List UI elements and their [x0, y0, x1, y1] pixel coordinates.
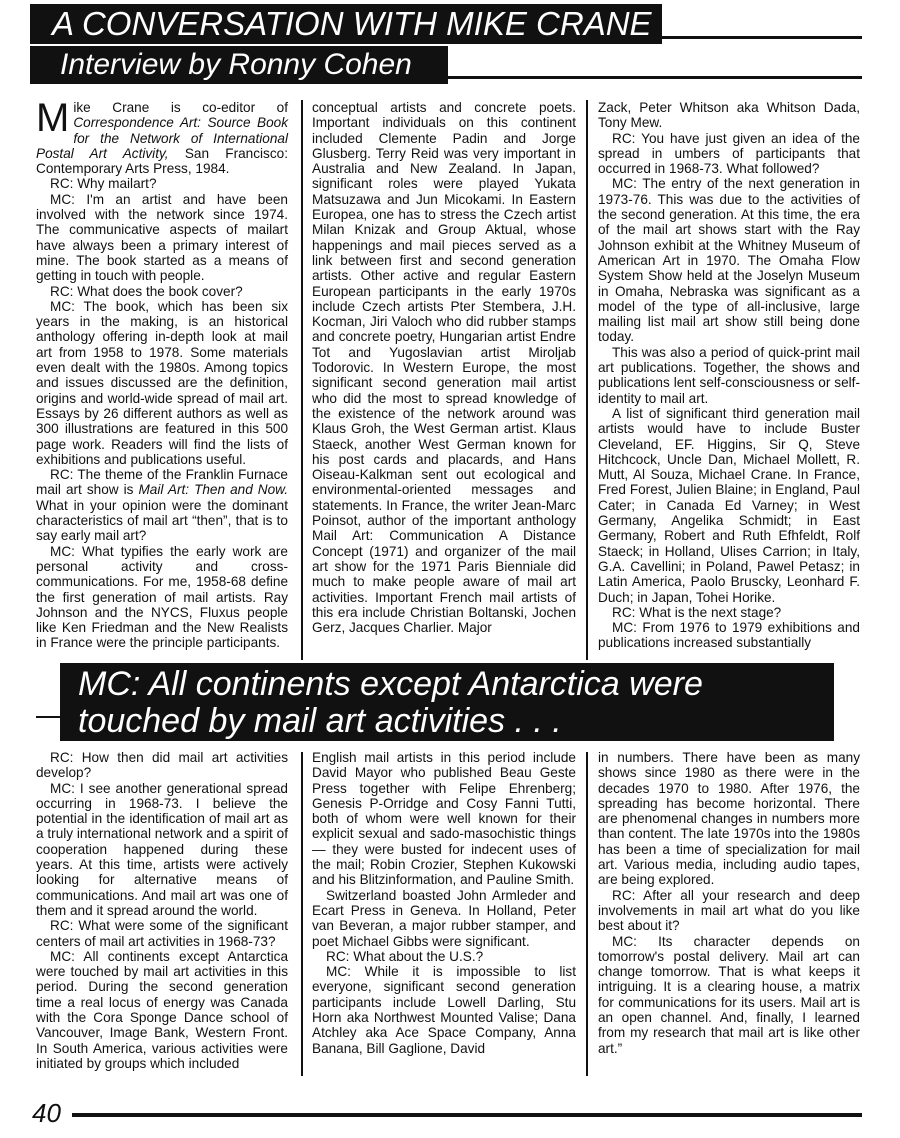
paragraph: [36, 467, 288, 543]
paragraph: This was also a period of quick-print mail art publications. Together, the shows and publications lent self-consciousness or self-identity to mail art.: [598, 344, 860, 406]
column-rule: [301, 100, 303, 660]
paragraph: MC: All continents except Antarctica were touched by mail art activities in this period. During the second generation time a real locus of energy was Canada with the Cora Sponge Dance school of Vancouver, Image Bank, Western Front. In South America, various activities were initiated by groups which included: [36, 948, 288, 1071]
paragraph: RC: You have just given an idea of the spread in umbers of participants that occurred in 1968-73. What followed?: [598, 130, 860, 177]
paragraph: MC: While it is impossible to list everyone, significant second generation participants include Lowell Darling, Stu Horn aka Northwest Mounted Valise; Dana Atchley aka Ace Space Company, Anna Banana, Bill Gaglione, David: [312, 964, 576, 1056]
paragraph: RC: What is the next stage?: [612, 604, 782, 620]
paragraph: A list of significant third generation mail artists would have to include Buster Cleveland, EF. Higgins, Sir Q, Steve Hitchcock, Uncle Dan, Michael Mollett, R. Mutt, Al Souza, Michael Crane. In France, Fred Forest, Julien Blaine; in England, Paul Cater; in Canada Ed Varney; in West Germany, Angelika Schmidt; in East Germany, Robert and Ruth Efhfeldt, Rolf Staeck; in Holland, Ulises Carrion; in Italy, G.A. Cavellini; in Poland, Pawel Petasz; in Latin America, Paolo Bruscky, Leonhard F. Duch; in Japan, Tohei Horike.: [598, 405, 860, 605]
footer-rule: [72, 1113, 862, 1117]
intro-paragraph: [36, 96, 288, 177]
paragraph: Zack, Peter Whitson aka Whitson Dada, Tony Mew.: [598, 100, 860, 131]
paragraph: in numbers. There have been as many shows since 1980 as there were in the decades 1970 to 1980. After 1976, the spreading has become horizontal. There are phenomenal changes in numbers more than content. The late 1970s into the 1980s has been a time of specialization for mail art. Various media, including audio tapes, are being explored.: [598, 750, 860, 888]
show-title: Mail Art: Then and Now.: [138, 482, 289, 498]
paragraph: conceptual artists and concrete poets. Important individuals on this continent included Clemente Padin and Jorge Glusberg. Terry Reid was very important in Australia and New Zealand. In Japan, significant roles were played Yukata Matsuzawa and Jun Micokami. In Eastern Europea, one has to stress the Czech artist Milan Knizak and Group Aktual, whose happenings and mail pieces served as a link between first and second generation artists. Other active and regular Eastern European participants in the early 1970s include Czech artists Pter Stembera, J.H. Kocman, Jiri Valoch who did rubber stamps and concrete poetry, Hungarian artist Endre Tot and Yugoslavian artist Miroljab Todorovic. In Western Europe, the most significant second generation mail artist who did the most to spread knowledge of the existence of the network around was Klaus Groh, the West German artist. Klaus Staeck, another West German known for his post cards and placards, and Hans Oiseau-Kalkman sent out ecological and environmental-oriented messages and statements. In France, the writer Jean-Marc Poinsot, author of the important anthology Mail Art: Communication A Distance Concept (1971) and organizer of the mail art show for the 1971 Paris Bienniale did much to make people aware of mail art activities. Important French mail artists of this era include Christian Boltanski, Jochen Gerz, Jacques Charlier. Major: [312, 100, 576, 636]
column-rule: [586, 752, 588, 1076]
paragraph: MC: I'm an artist and have been involved with the network since 1974. The communicative aspects of mailart have always been a primary interest of mine. The book started as a means of getting in touch with people.: [36, 191, 288, 284]
paragraph: Switzerland boasted John Armleder and Ecart Press in Geneva. In Holland, Peter van Beveran, a major rubber stamper, and poet Michael Gibbs were significant.: [312, 887, 576, 949]
title-rule: [662, 36, 862, 39]
paragraph: MC: Its character depends on tomorrow's postal delivery. Mail art can change tomorrow. That is what keeps it intriguing. It is a clearing house, a matrix for communications for its users. Mail art is an open channel. And, finally, I learned from my research that mail art is like other art.”: [598, 933, 860, 1056]
article-title: A CONVERSATION WITH MIKE CRANE: [30, 4, 662, 44]
paragraph: RC: What does the book cover?: [50, 283, 243, 299]
column-3: [598, 100, 860, 651]
article-subtitle: Interview by Ronny Cohen: [30, 46, 448, 84]
page-number: 40: [32, 1098, 61, 1128]
paragraph: RC: Why mailart?: [50, 176, 157, 192]
column-1: [36, 96, 289, 651]
column-4: [36, 750, 288, 1071]
paragraph: RC: After all your research and deep involvements in mail art what do you like best about it?: [598, 887, 860, 934]
paragraph: RC: How then did mail art activities develop?: [36, 750, 288, 781]
paragraph: RC: What about the U.S.?: [326, 948, 484, 964]
question-text: RC: The theme of the Franklin Furnace mail art show is: [36, 467, 288, 498]
subtitle-rule: [448, 76, 862, 79]
column-2: [312, 100, 576, 635]
paragraph: MC: What typifies the early work are personal activity and cross-communications. For me, 1958-68 define the first generation of mail artists. Ray Johnson and the NYCS, Fluxus people like Ken Friedman and the New Realists in France were the principle participants.: [36, 543, 288, 651]
paragraph: MC: The entry of the next generation in 1973-76. This was due to the activities of the second generation. At this time, the era of the mail art shows start with the Ray Johnson exhibit at the Whitney Museum of American Art in 1970. The Omaha Flow System Show held at the Joselyn Museum in Omaha, Nebraska was significant as a model of the type of all-inclusive, large mailing list mail art show still being done today.: [598, 176, 860, 345]
paragraph: RC: What were some of the significant centers of mail art activities in 1968-73?: [36, 918, 288, 949]
column-rule: [586, 100, 588, 660]
paragraph: MC: The book, which has been six years in the making, is an historical anthology offering in-depth look at mail art from 1958 to 1978. Some materials even dealt with the 1980s. Among topics and issues discussed are the definition, origins and world-wide spread of mail art. Essays by 26 different authors as well as 300 illustrations are featured in this 500 page work. Readers will find the lists of exhibitions and publications useful.: [36, 298, 288, 467]
paragraph: MC: I see another generational spread occurring in 1968-73. I believe the potential in the identification of mail art as a truly international network and a spirit of cooperation happened during these years. At this time, artists were actively looking for alternative means of communications. And mail art was one of them and it spread around the world.: [36, 780, 288, 918]
pull-quote: MC: All continents except Antarctica were touched by mail art activities . . .: [60, 663, 834, 741]
paragraph: English mail artists in this period include David Mayor who published Beau Geste Press together with Felipe Ehrenberg; Genesis P-Orridge and Cosy Fanni Tutti, both of whom were well known for their explicit sexual and sado-masochistic things — they were busted for indecent uses of the mail; Robin Crozier, Stephen Kukowski and his Blitzinformation, and Pauline Smith.: [312, 750, 576, 888]
book-title: Correspondence Art: Source Book for the Network of International Postal Art Activity,: [36, 115, 288, 161]
column-rule: [301, 752, 303, 1076]
pull-quote-rule: [36, 716, 60, 718]
intro-text-end: San Francisco: Contemporary Arts Press, 1984.: [36, 145, 288, 177]
column-6: [598, 750, 860, 1056]
intro-text: ike Crane is co-editor of: [73, 100, 288, 115]
question-text-end: What in your opinion were the dominant characteristics of mail art “then”, that is to say early mail art?: [36, 497, 288, 544]
paragraph: MC: From 1976 to 1979 exhibitions and publications increased substantially: [598, 620, 860, 651]
drop-cap: M: [36, 96, 70, 140]
column-5: [312, 750, 576, 1056]
